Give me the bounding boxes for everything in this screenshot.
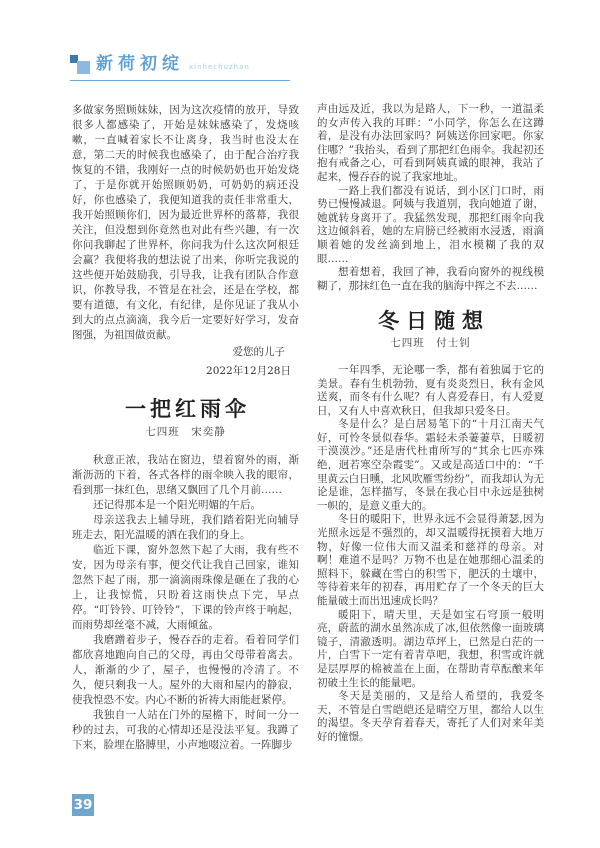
paragraph: 我磨蹭着步子，慢吞吞的走着。看着同学们都欣喜地跑向自己的父母，再由父母带着离去。人，渐渐的少了，屋子，也慢慢的冷清了。不久，便只剩我一人。屋外的大雨和屋内的静寂，使我惶恐不安。内心不断的祈祷大雨能赶紧停。 (72, 634, 299, 706)
paragraph: 秋意正浓，我站在窗边，望着窗外的雨，渐渐沥沥的下着，各式各样的雨伞映入我的眼帘，看到那一抹红色，思绪又飘回了几个月前…… (72, 454, 299, 496)
essay-author-red-umbrella: 七四班 宋奕静 (145, 426, 226, 438)
left-column (72, 103, 299, 753)
paragraph: 冬天是美丽的，又是给人希望的，我爱冬天，不管是白雪皑皑还是晴空万里，都给人以生的渴望。冬天孕育着春天，寄托了人们对来年美好的憧憬。 (317, 690, 544, 743)
paragraph: 母亲送我去上辅导班，我们踏着阳光向辅导班走去，阳光温暖的洒在我们的身上。 (72, 514, 299, 541)
paragraph: 临近下课，窗外忽然下起了大雨，我有些不安，因为母亲有事，便交代让我自己回家，谁知忽然下起了雨，那一滴滴雨珠像是砸在了我的心上，让我惊慌，只盼着这雨快点下完，早点停。“叮铃铃、叮铃铃”，下课的铃声终于响起，而雨势却丝毫不减，大雨倾盆。 (72, 544, 299, 631)
paragraph-continuation: 一路上我们都没有说话，到小区门口时，雨势已慢慢减退。阿姨与我道别，我向她道了谢，她就转身离开了。我猛然发现，那把红雨伞向我这边倾斜着，她的左肩膀已经被雨水浸透，雨滴顺着她的发丝滴到地上，泪水模糊了我的双眼…… (317, 184, 544, 265)
brand-title: 新荷初绽 (96, 54, 184, 74)
brand-squares-icon (70, 54, 91, 75)
brand-pinyin: xinhechuzhan (189, 63, 250, 71)
paragraph: 冬是什么？是白居易笔下的“十月江南天气好，可怜冬景似春华。霜轻未杀萋萋草，日暖初干漠漠沙。”还是唐代杜甫所写的“其余七匹亦殊绝，迥若寒空杂霞雯”。又或是高适口中的：“千里黄云白日曛，北风吹雁雪纷纷”，而我却认为无论是谁，怎样描写，冬景在我心目中永远是独树一帜的，是意义重大的。 (317, 418, 544, 512)
paragraph-continuation: 想着想着，我回了神，我看向窗外的视线模糊了，那抹红色一直在我的脑海中挥之不去…… (317, 266, 544, 292)
paragraph: 冬日的暖阳下，世界永远不会显得萧瑟,因为光照永远是不强烈的，却又温暖得抚摸着大地万物，好像一位伟大而又温柔和慈祥的母亲。对啊！难道不是吗？万物不也是在她那细心温柔的照料下，躲藏在雪白的积雪下，肥沃的土壤中，等待着来年的初春，再用贮存了一个冬天的巨大能量破土而出迅速成长吗？ (317, 513, 544, 607)
paragraph-continuation: 声由远及近，我以为是路人，下一秒，一道温柔的女声传入我的耳畔：“小同学，你怎么在这蹲着，是没有办法回家吗？阿姨送你回家吧。你家住哪？”我抬头，看到了那把红色雨伞。我起初还抱有戒备之心，可看到阿姨真诚的眼神，我站了起来，慢吞吞的说了我家地址。 (317, 103, 544, 183)
paragraph: 我独自一人站在门外的屋檐下，时间一分一秒的过去，可我的心情却还是没法平复。我蹲了下来，脸埋在胳膊里，小声地啜泣着。一阵脚步 (72, 709, 299, 751)
paragraph: 暖阳下，晴天里，天是如宝石穹顶一般明亮，蔚蓝的湖水虽然冻成了冰,但依然像一面玻璃镜子，清澈透明。湖边草坪上，已然是白茫的一片，白雪下一定有着青草吧，我想，积雪或许就是层厚厚的棉被盖在上面，在帮助青草酝酿来年初破土生长的能量吧。 (317, 608, 544, 689)
essay-title-winter-thoughts: 冬日随想 (378, 308, 490, 334)
right-column (317, 103, 544, 745)
paragraph-letter-continuation: 多做家务照顾妹妹，因为这次疫情的放开，导致很多人都感染了，开始是妹妹感染了，发烧咳嗽，一直喊着家长不让离身，我当时也没太在意，第二天的时候我也感染了，由于配合治疗我恢复的不错，我刚好一点的时候奶奶也开始发烧了，于是你就开始照顾奶奶，可奶奶的病还没好，你也感染了，我便知道我的责任非常重大，我开始照顾你们，因为最近世界杯的落幕，我很关注，但没想到你竟然也对此有些兴趣，有一次你问我聊起了世界杯，你问我为什么这次阿根廷会赢？我便将我的想法说了出来，你听完我说的这些便开始鼓励我，引导我，让我有团队合作意识，你教导我，不管是在社会，还是在学校，都要有道德，有文化，有纪律，是你见证了我从小到大的点点滴滴，我今后一定要好好学习，发奋图强，为祖国做贡献。 (72, 104, 299, 341)
page-number-badge: 39 (72, 794, 94, 816)
logo-square-light (77, 61, 90, 74)
essay-title-red-umbrella: 一把红雨伞 (125, 396, 250, 421)
paragraph: 还记得那本是一个阳光明媚的午后。 (93, 499, 261, 511)
page-header (70, 54, 290, 81)
letter-signature: 爱您的儿子 (232, 346, 285, 358)
paragraph: 一年四季，无论哪一季，都有着独属于它的美景。春有生机勃勃，夏有炎炎烈日，秋有金风送爽，而冬有什么呢？有人喜爱春日，有人爱夏日，又有人中喜欢秋日，但我却只爱冬日。 (317, 363, 544, 417)
essay-author-winter-thoughts: 七四班 付士钊 (390, 337, 471, 350)
letter-date: 2022年12月28日 (206, 365, 291, 377)
